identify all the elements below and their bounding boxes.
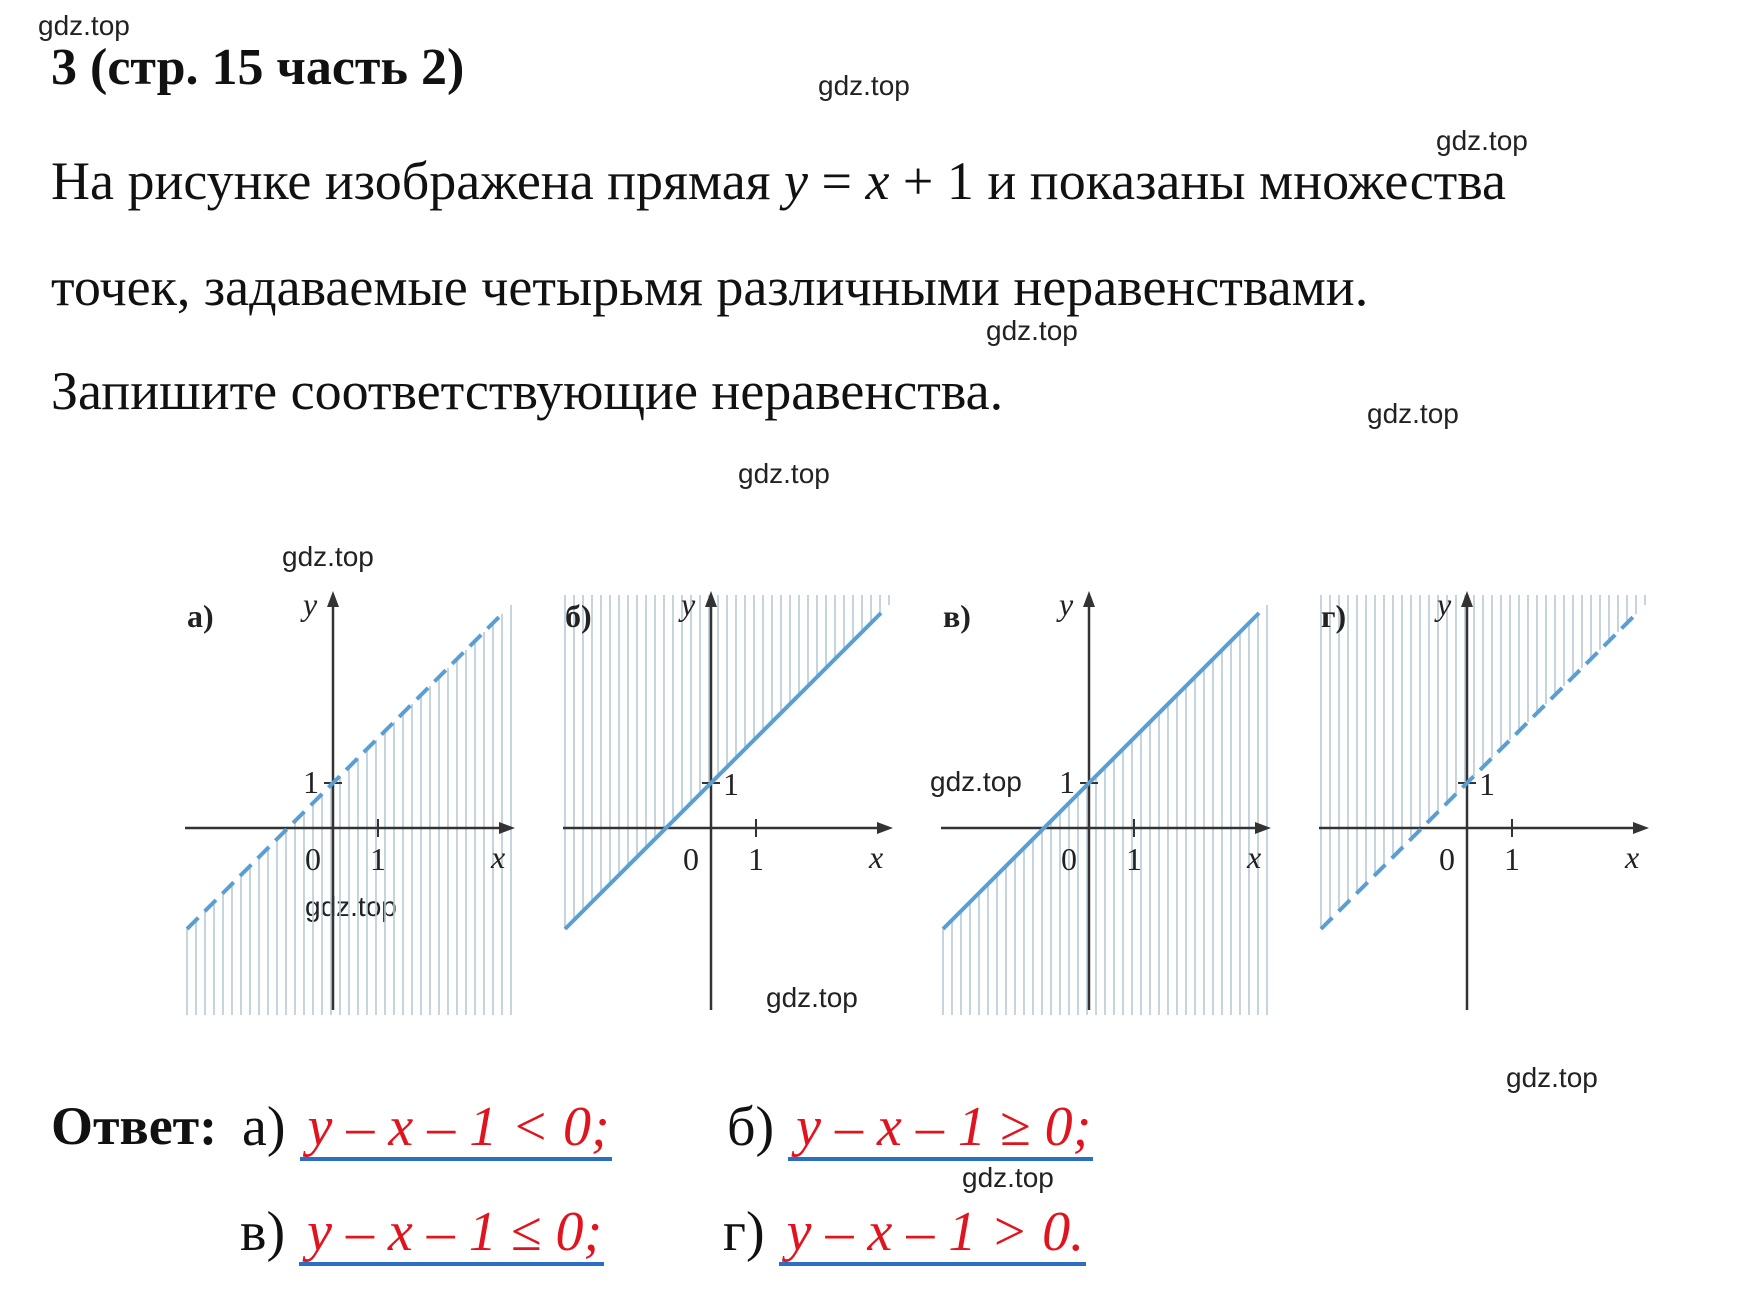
answer-expression: y – x – 1 ≥ 0; bbox=[788, 1098, 1093, 1161]
problem-line-1 bbox=[51, 150, 1506, 212]
y-axis-label: y bbox=[1059, 586, 1074, 622]
figure-label: в) bbox=[943, 598, 971, 634]
figure-graph bbox=[553, 575, 913, 1025]
answer-expression: y – x – 1 < 0; bbox=[300, 1098, 612, 1161]
origin-label: 0 bbox=[683, 841, 699, 877]
answer-label: Ответ: bbox=[51, 1096, 218, 1156]
figure-label: а) bbox=[187, 598, 214, 634]
figure-graph bbox=[175, 575, 535, 1025]
answer-expression: y – x – 1 > 0. bbox=[779, 1203, 1087, 1266]
origin-label: 0 bbox=[1061, 841, 1077, 877]
page-title: 3 (стр. 15 часть 2) bbox=[51, 39, 465, 96]
watermark: gdz.top bbox=[818, 70, 910, 101]
figure-g bbox=[1309, 575, 1669, 1025]
figure-label: г) bbox=[1321, 598, 1347, 634]
y-tick-label: 1 bbox=[303, 764, 319, 800]
watermark: gdz.top bbox=[1506, 1062, 1598, 1093]
watermark: gdz.top bbox=[1367, 398, 1459, 429]
x-tick-label: 1 bbox=[748, 841, 764, 877]
problem-line-3: Запишите соответствующие неравенства. bbox=[51, 361, 1004, 421]
y-axis-arrow bbox=[1461, 591, 1473, 607]
x-axis-arrow bbox=[1633, 822, 1649, 834]
problem-text: На рисунке изображена прямая bbox=[51, 151, 785, 211]
x-axis-label: x bbox=[1625, 839, 1640, 875]
formula-y: y bbox=[784, 151, 808, 211]
formula-x: x bbox=[865, 151, 890, 211]
watermark: gdz.top bbox=[305, 891, 397, 922]
answer-letter: г) bbox=[723, 1201, 765, 1263]
answer-letter: в) bbox=[240, 1201, 286, 1263]
watermark: gdz.top bbox=[38, 10, 130, 41]
figure-b bbox=[553, 575, 913, 1025]
problem-line-2: точек, задаваемые четырьмя различными неравенствами. bbox=[51, 257, 1369, 317]
formula-eq: = bbox=[807, 151, 866, 211]
figures-panel bbox=[175, 575, 1705, 1025]
graph-line bbox=[943, 613, 1262, 929]
origin-label: 0 bbox=[1439, 841, 1455, 877]
x-axis-label: x bbox=[491, 839, 506, 875]
origin-label: 0 bbox=[305, 841, 321, 877]
figure-label: б) bbox=[565, 598, 592, 634]
x-tick-label: 1 bbox=[370, 841, 386, 877]
figure-a bbox=[175, 575, 535, 1025]
watermark: gdz.top bbox=[986, 315, 1078, 346]
figure-v bbox=[931, 575, 1291, 1025]
x-tick-label: 1 bbox=[1126, 841, 1142, 877]
x-tick-label: 1 bbox=[1504, 841, 1520, 877]
watermark: gdz.top bbox=[930, 766, 1022, 797]
watermark: gdz.top bbox=[282, 541, 374, 572]
answer-a bbox=[242, 1095, 612, 1161]
y-axis-arrow bbox=[327, 591, 339, 607]
figure-graph bbox=[1309, 575, 1669, 1025]
x-axis-label: x bbox=[1247, 839, 1262, 875]
y-axis-label: y bbox=[1437, 586, 1452, 622]
watermark: gdz.top bbox=[766, 982, 858, 1013]
y-axis-label: y bbox=[681, 586, 696, 622]
y-axis-label: y bbox=[303, 586, 318, 622]
watermark: gdz.top bbox=[738, 458, 830, 489]
answer-v bbox=[240, 1200, 604, 1266]
y-tick-label: 1 bbox=[1059, 764, 1075, 800]
answer-b bbox=[727, 1095, 1093, 1161]
answer-letter: а) bbox=[242, 1096, 286, 1158]
y-axis-arrow bbox=[705, 591, 717, 607]
y-axis-arrow bbox=[1083, 591, 1095, 607]
x-axis-arrow bbox=[877, 822, 893, 834]
x-axis-arrow bbox=[1255, 822, 1271, 834]
x-axis-label: x bbox=[869, 839, 884, 875]
answer-letter: б) bbox=[727, 1096, 775, 1158]
y-tick-label: 1 bbox=[723, 766, 739, 802]
answer-expression: y – x – 1 ≤ 0; bbox=[299, 1203, 604, 1266]
figure-graph bbox=[931, 575, 1291, 1025]
x-axis-arrow bbox=[499, 822, 515, 834]
watermark: gdz.top bbox=[962, 1162, 1054, 1193]
answer-g bbox=[723, 1200, 1086, 1266]
watermark: gdz.top bbox=[1436, 125, 1528, 156]
formula-rest: + 1 bbox=[889, 151, 974, 211]
y-tick-label: 1 bbox=[1479, 766, 1495, 802]
graph-line bbox=[187, 613, 506, 929]
problem-text: и показаны множества bbox=[973, 151, 1507, 211]
